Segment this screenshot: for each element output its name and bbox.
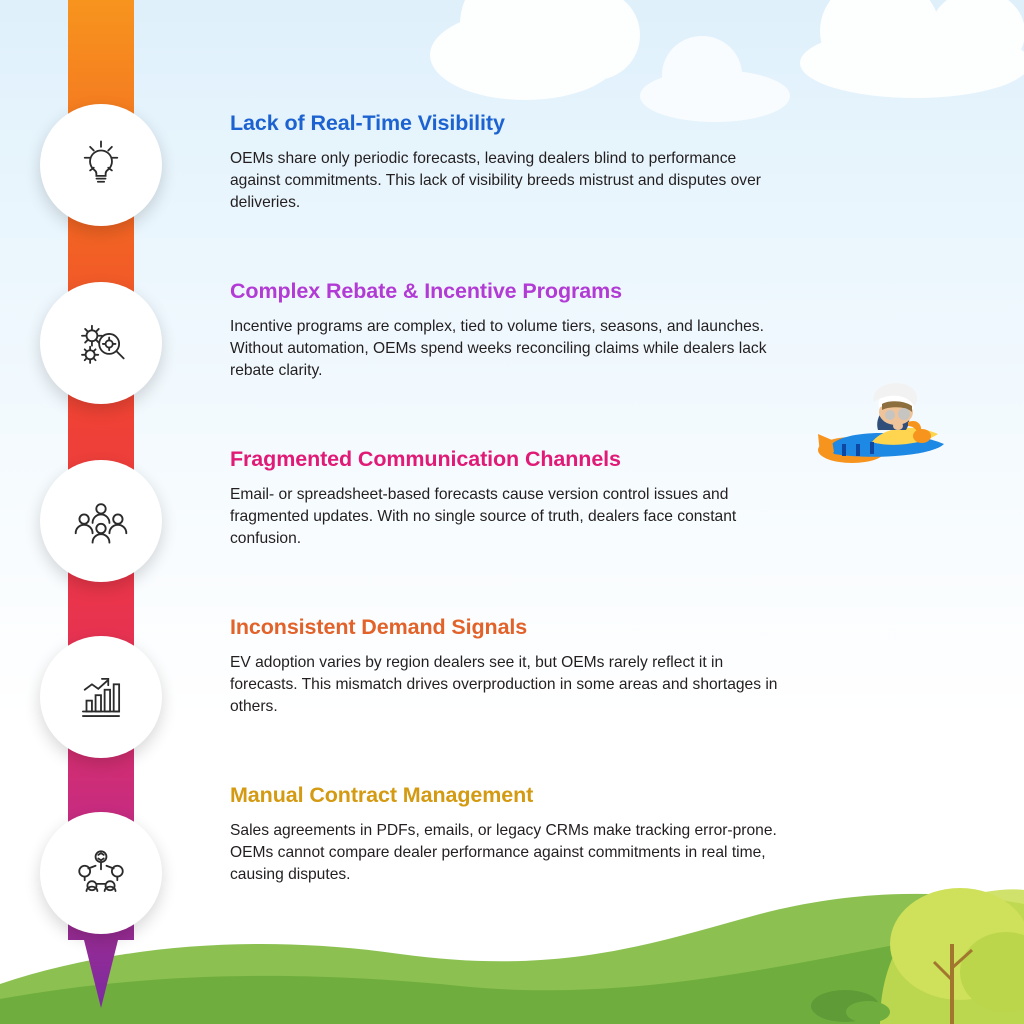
list-item xyxy=(230,784,790,886)
cloud-icon xyxy=(430,10,620,100)
network-collaboration-icon xyxy=(40,812,162,934)
pilot-in-airplane-mascot xyxy=(812,372,972,492)
list-item xyxy=(230,280,790,382)
item-title: Inconsistent Demand Signals xyxy=(230,615,528,639)
lightbulb-idea-icon xyxy=(40,104,162,226)
list-item xyxy=(230,616,790,718)
list-item xyxy=(230,112,790,214)
item-body: Incentive programs are complex, tied to volume tiers, seasons, and launches. Without automation, OEMs spend weeks reconciling claims while dealers lack rebate clarity. xyxy=(230,317,767,379)
people-group-icon xyxy=(40,460,162,582)
item-body: EV adoption varies by region dealers see it, but OEMs rarely reflect it in forecasts. This mismatch drives overproduction in some areas and shortages in others. xyxy=(230,653,778,715)
list-item xyxy=(230,448,790,550)
item-body: Email- or spreadsheet-based forecasts cause version control issues and fragmented updates. With no single source of truth, dealers face constant confusion. xyxy=(230,485,737,547)
item-body: OEMs share only periodic forecasts, leaving dealers blind to performance against commitments. This lack of visibility breeds mistrust and disputes over deliveries. xyxy=(230,149,761,211)
item-title: Manual Contract Management xyxy=(230,783,534,807)
gears-magnifier-icon xyxy=(40,282,162,404)
item-title: Lack of Real-Time Visibility xyxy=(230,111,505,135)
bar-chart-growth-icon xyxy=(40,636,162,758)
item-title: Complex Rebate & Incentive Programs xyxy=(230,279,622,303)
item-body: Sales agreements in PDFs, emails, or legacy CRMs make tracking error-prone. OEMs cannot compare dealer performance against commitments in real time, causing disputes. xyxy=(230,821,777,883)
item-title: Fragmented Communication Channels xyxy=(230,447,621,471)
cloud-icon xyxy=(800,28,1024,98)
